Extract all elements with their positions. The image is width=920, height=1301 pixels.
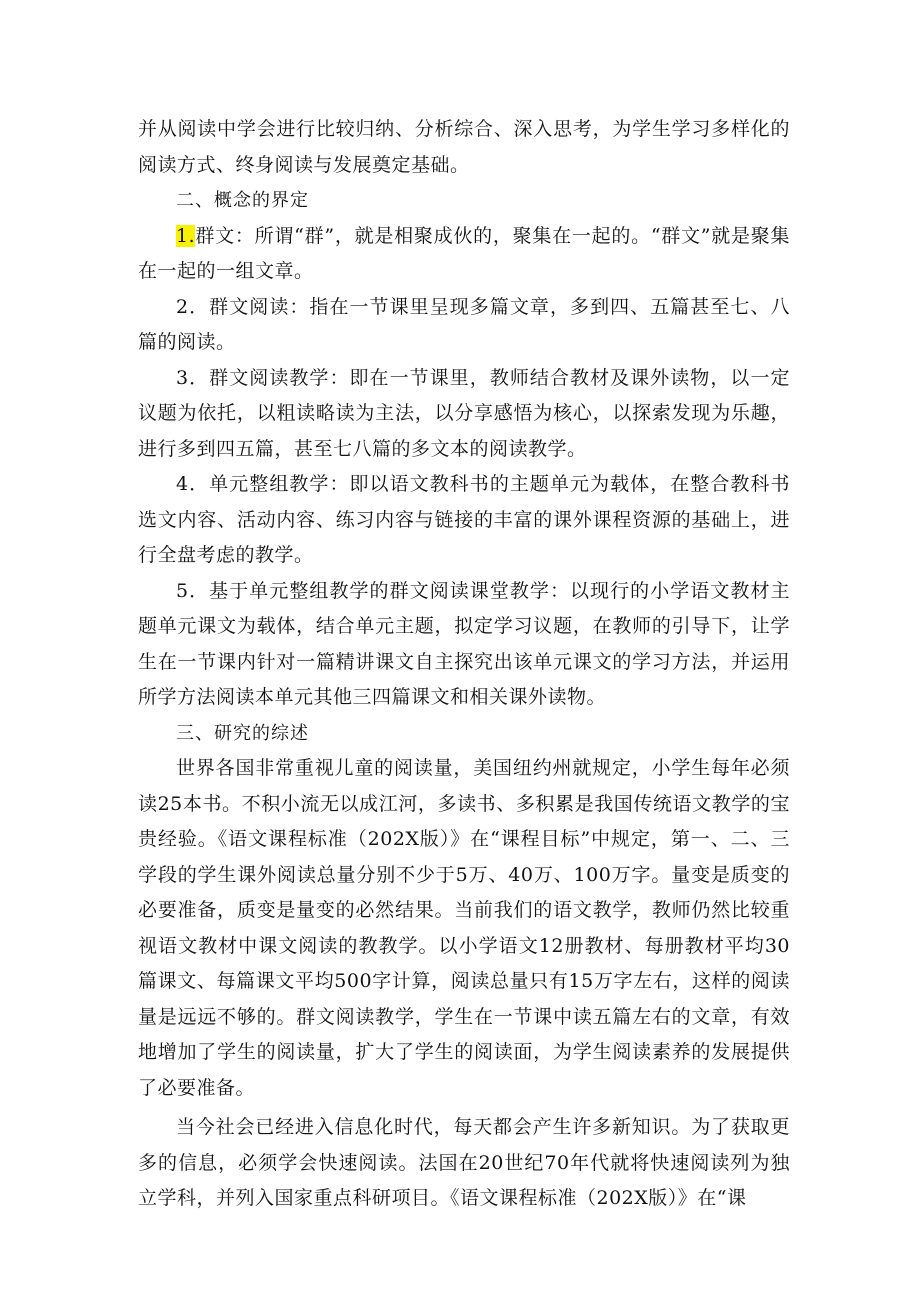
summary-paragraph-2: 当今社会已经进入信息化时代，每天都会产生许多新知识。为了获取更多的信息，必须学会快速阅读。法国在20世纪70年代就将快速阅读列为独立学科，并列入国家重点科研项目。《语文课程标准（202X版）》在“课: [138, 1116, 790, 1209]
section-heading-2: 二、概念的界定: [176, 190, 309, 211]
document-body: [138, 112, 790, 1217]
definition-4: 4．单元整组教学：即以语文教科书的主题单元为载体，在整合教科书选文内容、活动内容、练习内容与链接的丰富的课外课程资源的基础上，进行全盘考虑的教学。: [138, 473, 790, 566]
section-heading-3: 三、研究的综述: [176, 722, 309, 744]
highlighted-number: 1.: [176, 224, 196, 247]
paragraph-intro-continuation: 并从阅读中学会进行比较归纳、分析综合、深入思考，为学生学习多样化的阅读方式、终身阅读与发展奠定基础。: [138, 118, 790, 176]
definition-1-text: 群文：所谓“群”，就是相聚成伙的，聚集在一起的。“群文”就是聚集在一起的一组文章。: [138, 224, 790, 282]
definition-1: [138, 219, 790, 290]
definition-5: 5．基于单元整组教学的群文阅读课堂教学：以现行的小学语文教材主题单元课文为载体，结合单元主题，拟定学习议题，在教师的引导下，让学生在一节课内针对一篇精讲课文自主探究出该单元课文的学习方法，并运用所学方法阅读本单元其他三四篇课文和相关课外读物。: [138, 579, 790, 708]
summary-paragraph-1: 世界各国非常重视儿童的阅读量，美国纽约州就规定，小学生每年必须读25本书。不积小流无以成江河，多读书、多积累是我国传统语文教学的宝贵经验。《语文课程标准（202X版）》在“课程目标”中规定，第一、二、三学段的学生课外阅读总量分别不少于5万、40万、100万字。量变是质变的必要准备，质变是量变的必然结果。当前我们的语文教学，教师仍然比较重视语文教材中课文阅读的教教学。以小学语文12册教材、每册教材平均30篇课文、每篇课文平均500字计算，阅读总量只有15万字左右，这样的阅读量是远远不够的。群文阅读教学，学生在一节课中读五篇左右的文章，有效地增加了学生的阅读量，扩大了学生的阅读面，为学生阅读素养的发展提供了必要准备。: [138, 757, 790, 1099]
definition-2: 2．群文阅读：指在一节课里呈现多篇文章，多到四、五篇甚至七、八篇的阅读。: [138, 295, 790, 353]
definition-3: 3．群文阅读教学：即在一节课里，教师结合教材及课外读物，以一定议题为依托，以粗读略读为主法，以分享感悟为核心，以探索发现为乐趣，进行多到四五篇，甚至七八篇的多文本的阅读教学。: [138, 366, 790, 460]
